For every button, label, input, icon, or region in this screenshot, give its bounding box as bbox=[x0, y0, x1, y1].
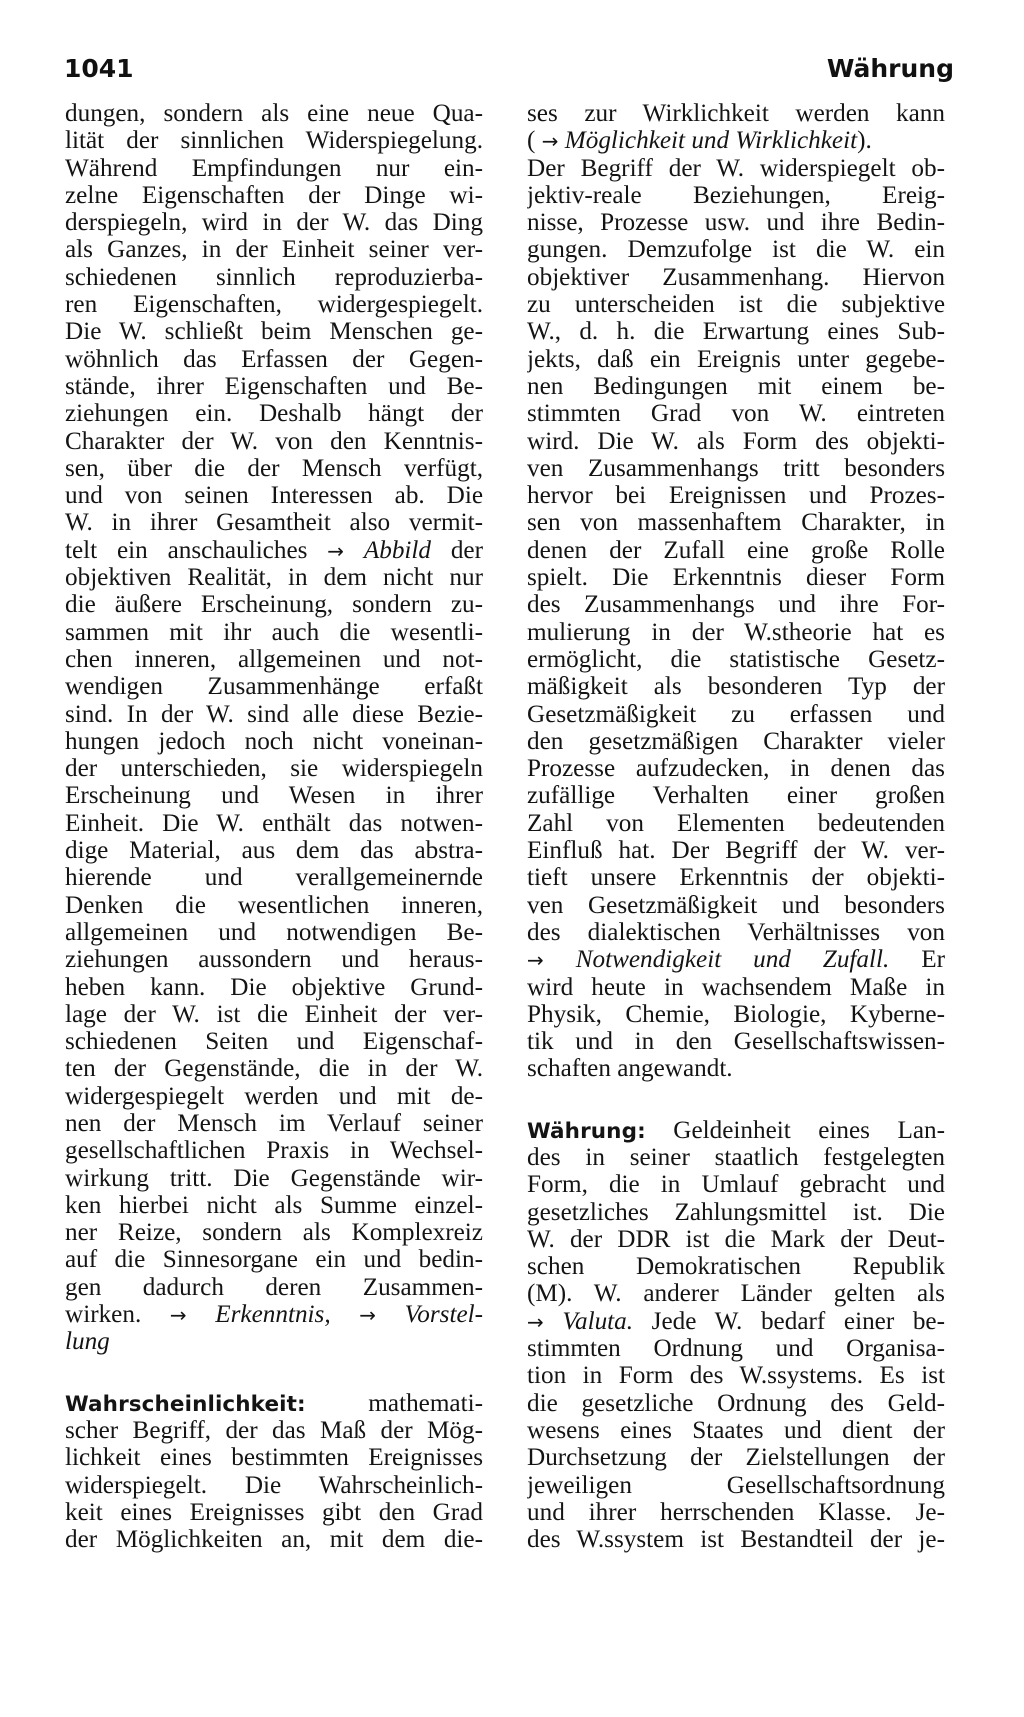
line-text: die äußere Erscheinung, sondern zu- bbox=[65, 591, 483, 619]
text-line bbox=[65, 209, 483, 236]
line-text: Physik, Chemie, Biologie, Kyberne- bbox=[527, 1000, 945, 1028]
text-line bbox=[527, 1117, 945, 1144]
line-text: ziehungen ein. Deshalb hängt der bbox=[65, 400, 483, 428]
text-line bbox=[527, 1253, 945, 1280]
text-line bbox=[65, 373, 483, 400]
line-text: der bbox=[431, 536, 483, 564]
cross-reference-term: Erkenntnis, bbox=[215, 1301, 331, 1329]
text-line bbox=[65, 892, 483, 919]
line-text: gesellschaftlichen Praxis in Wechsel- bbox=[65, 1137, 483, 1165]
text-line bbox=[65, 619, 483, 646]
text-line bbox=[65, 1274, 483, 1301]
line-text: Er bbox=[889, 946, 945, 974]
cross-reference-term: Valuta. bbox=[562, 1307, 634, 1335]
text-line bbox=[527, 1226, 945, 1253]
text-line bbox=[65, 810, 483, 837]
line-text: hungen jedoch noch nicht voneinan- bbox=[65, 727, 483, 755]
text-line bbox=[65, 100, 483, 127]
line-text: Einheit. Die W. enthält das notwen- bbox=[65, 809, 483, 837]
text-line bbox=[527, 837, 945, 864]
line-text: sammen mit ihr auch die wesentli- bbox=[65, 618, 483, 646]
line-text: wesens eines Staates und dient der bbox=[527, 1416, 945, 1444]
entry-separator bbox=[65, 1356, 483, 1390]
text-line bbox=[527, 892, 945, 919]
line-text: ses zur Wirklichkeit werden kann bbox=[527, 100, 945, 127]
text-line bbox=[65, 1444, 483, 1471]
text-line bbox=[527, 264, 945, 291]
text-line bbox=[65, 837, 483, 864]
text-line bbox=[527, 127, 945, 154]
text-line bbox=[65, 182, 483, 209]
line-text: und von seinen Interessen ab. Die bbox=[65, 482, 483, 510]
line-text: ven Gesetzmäßigkeit und besonders bbox=[527, 891, 945, 919]
line-text: mäßigkeit als besonderen Typ der bbox=[527, 673, 945, 701]
text-line bbox=[65, 1165, 483, 1192]
text-line bbox=[527, 346, 945, 373]
line-text: derspiegeln, wird in der W. das Ding bbox=[65, 209, 483, 237]
text-line bbox=[527, 537, 945, 564]
line-text: hervor bei Ereignissen und Prozes- bbox=[527, 482, 945, 510]
line-text: schiedenen sinnlich reproduzierba- bbox=[65, 263, 483, 291]
text-line bbox=[527, 1499, 945, 1526]
line-text: nen der Mensch im Verlauf seiner bbox=[65, 1109, 483, 1137]
text-line bbox=[65, 428, 483, 455]
text-line bbox=[527, 1362, 945, 1389]
line-text: wöhnlich das Erfassen der Gegen- bbox=[65, 345, 483, 373]
text-line bbox=[65, 919, 483, 946]
line-text: stimmten Grad von W. eintreten bbox=[527, 400, 945, 428]
line-text: schen Demokratischen Republik bbox=[527, 1253, 945, 1281]
line-text: tik und in den Gesellschaftswissen- bbox=[527, 1028, 945, 1056]
text-line bbox=[65, 482, 483, 509]
text-line bbox=[65, 1110, 483, 1137]
text-line bbox=[65, 1083, 483, 1110]
line-text: dungen, sondern als eine neue Qua- bbox=[65, 100, 483, 127]
text-line bbox=[65, 509, 483, 536]
text-line bbox=[527, 509, 945, 536]
line-text: nisse, Prozesse usw. und ihre Bedin- bbox=[527, 209, 945, 237]
cross-reference-arrow-icon: → bbox=[327, 538, 345, 563]
text-line bbox=[65, 236, 483, 263]
text-line bbox=[65, 537, 483, 564]
text-line bbox=[65, 782, 483, 809]
text-line bbox=[65, 1192, 483, 1219]
text-line bbox=[527, 209, 945, 236]
text-line bbox=[65, 1390, 483, 1417]
line-text: wendigen Zusammenhänge erfaßt bbox=[65, 673, 483, 701]
line-text: zelne Eigenschaften der Dinge wi- bbox=[65, 181, 483, 209]
line-text: zu unterscheiden ist die subjektive bbox=[527, 291, 945, 319]
line-text: heben kann. Die objektive Grund- bbox=[65, 973, 483, 1001]
line-text: objektiven Realität, in dem nicht nur bbox=[65, 564, 483, 592]
cross-reference-term: lung bbox=[65, 1328, 110, 1356]
line-text: ziehungen aussondern und heraus- bbox=[65, 946, 483, 974]
line-text: Einfluß hat. Der Begriff der W. ver- bbox=[527, 837, 945, 865]
line-text: stände, ihrer Eigenschaften und Be- bbox=[65, 372, 483, 400]
line-text: der Möglichkeiten an, mit dem die- bbox=[65, 1526, 483, 1554]
line-text: allgemeinen und notwendigen Be- bbox=[65, 918, 483, 946]
line-text: gen dadurch deren Zusammen- bbox=[65, 1273, 483, 1301]
line-text: ( bbox=[527, 127, 536, 155]
cross-reference-arrow-icon: → bbox=[541, 129, 559, 154]
line-text: stimmten Ordnung und Organisa- bbox=[527, 1335, 945, 1363]
line-text: hierende und verallgemeinernde bbox=[65, 864, 483, 892]
line-text: der unterschieden, sie widerspiegeln bbox=[65, 755, 483, 783]
text-line bbox=[527, 864, 945, 891]
text-line bbox=[527, 1390, 945, 1417]
text-line bbox=[527, 291, 945, 318]
line-text: wirkung tritt. Die Gegenstände wir- bbox=[65, 1164, 483, 1192]
text-line bbox=[527, 974, 945, 1001]
text-line bbox=[65, 1472, 483, 1499]
text-line bbox=[527, 619, 945, 646]
text-line bbox=[65, 646, 483, 673]
line-text: die gesetzliche Ordnung des Geld- bbox=[527, 1389, 945, 1417]
line-text: den gesetzmäßigen Charakter vieler bbox=[527, 727, 945, 755]
text-line bbox=[527, 1144, 945, 1171]
cross-reference-arrow-icon: → bbox=[169, 1303, 187, 1328]
text-line bbox=[527, 946, 945, 973]
text-line bbox=[65, 864, 483, 891]
line-text: W. in ihrer Gesamtheit also vermit- bbox=[65, 509, 483, 537]
line-text: widerspiegelt. Die Wahrscheinlich- bbox=[65, 1471, 483, 1499]
line-text: Durchsetzung der Zielstellungen der bbox=[527, 1444, 945, 1472]
line-text: wird heute in wachsendem Maße in bbox=[527, 973, 945, 1001]
line-text: mulierung in der W.stheorie hat es bbox=[527, 618, 945, 646]
text-line bbox=[527, 1472, 945, 1499]
text-line bbox=[527, 155, 945, 182]
page-number: 1041 bbox=[64, 54, 134, 83]
line-text: Der Begriff der W. widerspiegelt ob- bbox=[527, 154, 945, 182]
text-line bbox=[527, 373, 945, 400]
text-line bbox=[527, 701, 945, 728]
text-line bbox=[527, 455, 945, 482]
line-text: des dialektischen Verhältnisses von bbox=[527, 918, 945, 946]
line-text: wirken. bbox=[65, 1301, 142, 1329]
line-text: spielt. Die Erkenntnis dieser Form bbox=[527, 564, 945, 592]
entry-headword: Währung: bbox=[527, 1118, 646, 1144]
entry-separator bbox=[527, 1083, 945, 1117]
text-line bbox=[527, 919, 945, 946]
line-text: Zahl von Elementen bedeutenden bbox=[527, 809, 945, 837]
text-line bbox=[527, 1028, 945, 1055]
line-text: Prozesse aufzudecken, in denen das bbox=[527, 755, 945, 783]
line-text: scher Begriff, der das Maß der Mög- bbox=[65, 1416, 483, 1444]
line-text: gungen. Demzufolge ist die W. ein bbox=[527, 236, 945, 264]
text-line bbox=[65, 1028, 483, 1055]
text-line bbox=[527, 564, 945, 591]
line-text: ken hierbei nicht als Summe einzel- bbox=[65, 1191, 483, 1219]
text-line bbox=[65, 455, 483, 482]
text-line bbox=[65, 728, 483, 755]
right-text-column bbox=[527, 100, 945, 1553]
line-text: zufällige Verhalten einer großen bbox=[527, 782, 945, 810]
text-line bbox=[527, 646, 945, 673]
text-line bbox=[527, 182, 945, 209]
text-line bbox=[65, 1499, 483, 1526]
line-text: chen inneren, allgemeinen und not- bbox=[65, 645, 483, 673]
text-line bbox=[65, 1526, 483, 1553]
line-text: lität der sinnlichen Widerspiegelung. bbox=[65, 127, 483, 155]
line-text: objektiver Zusammenhang. Hiervon bbox=[527, 263, 945, 291]
text-line bbox=[65, 1219, 483, 1246]
line-text: Erscheinung und Wesen in ihrer bbox=[65, 782, 483, 810]
text-line bbox=[527, 1280, 945, 1307]
line-text: als Ganzes, in der Einheit seiner ver- bbox=[65, 236, 483, 264]
text-line bbox=[527, 1055, 945, 1082]
line-text: Charakter der W. von den Kenntnis- bbox=[65, 427, 483, 455]
text-line bbox=[65, 155, 483, 182]
running-title: Währung bbox=[826, 54, 954, 83]
line-text: sen von massenhaftem Charakter, in bbox=[527, 509, 945, 537]
text-line bbox=[527, 318, 945, 345]
line-text: Geldeinheit eines Lan- bbox=[645, 1116, 945, 1144]
line-text: Die W. schließt beim Menschen ge- bbox=[65, 318, 483, 346]
line-text: W., d. h. die Erwartung eines Sub- bbox=[527, 318, 945, 346]
line-text: Während Empfindungen nur ein- bbox=[65, 154, 483, 182]
line-text: ten der Gegenstände, die in der W. bbox=[65, 1055, 483, 1083]
line-text: dige Material, aus dem das abstra- bbox=[65, 837, 483, 865]
text-line bbox=[527, 591, 945, 618]
line-text: ner Reize, sondern als Komplexreiz bbox=[65, 1219, 483, 1247]
text-line bbox=[527, 1526, 945, 1553]
line-text: Form, die in Umlauf gebracht und bbox=[527, 1171, 945, 1199]
line-text: tieft unsere Erkenntnis der objekti- bbox=[527, 864, 945, 892]
text-line bbox=[527, 100, 945, 127]
line-text: schiedenen Seiten und Eigenschaf- bbox=[65, 1028, 483, 1056]
line-text: gesetzliches Zahlungsmittel ist. Die bbox=[527, 1198, 945, 1226]
line-text: schaften angewandt. bbox=[527, 1055, 733, 1083]
line-text: jektiv-reale Beziehungen, Ereig- bbox=[527, 181, 945, 209]
text-line bbox=[65, 701, 483, 728]
cross-reference-arrow-icon: → bbox=[527, 1309, 544, 1334]
text-line bbox=[527, 1171, 945, 1198]
cross-reference-term: Möglichkeit und Wirklichkeit bbox=[564, 127, 858, 155]
text-line bbox=[65, 1301, 483, 1328]
cross-reference-term: Abbild bbox=[363, 536, 432, 564]
left-text-column bbox=[65, 100, 483, 1553]
text-line bbox=[527, 1417, 945, 1444]
text-line bbox=[527, 1444, 945, 1471]
line-text: ren Eigenschaften, widergespiegelt. bbox=[65, 291, 483, 319]
text-line bbox=[65, 591, 483, 618]
text-line bbox=[65, 673, 483, 700]
line-text: Denken die wesentlichen inneren, bbox=[65, 891, 483, 919]
text-line bbox=[65, 264, 483, 291]
entry-headword: Wahrscheinlichkeit: bbox=[65, 1391, 306, 1417]
text-line bbox=[65, 127, 483, 154]
line-text: lichkeit eines bestimmten Ereignisses bbox=[65, 1444, 483, 1472]
text-line bbox=[527, 673, 945, 700]
line-text: jekts, daß ein Ereignis unter gegebe- bbox=[527, 345, 945, 373]
text-line bbox=[65, 318, 483, 345]
text-line bbox=[65, 1055, 483, 1082]
cross-reference-term: Notwendigkeit und Zufall. bbox=[575, 946, 890, 974]
line-text: wird. Die W. als Form des objekti- bbox=[527, 427, 945, 455]
text-line bbox=[65, 946, 483, 973]
text-line bbox=[65, 755, 483, 782]
text-line bbox=[527, 482, 945, 509]
line-text: des in seiner staatlich festgelegten bbox=[527, 1143, 945, 1171]
text-line bbox=[527, 782, 945, 809]
text-line bbox=[65, 1001, 483, 1028]
line-text: sind. In der W. sind alle diese Bezie- bbox=[65, 700, 483, 728]
text-line bbox=[65, 974, 483, 1001]
text-line bbox=[527, 1001, 945, 1028]
line-text: sen, über die der Mensch verfügt, bbox=[65, 454, 483, 482]
text-line bbox=[527, 755, 945, 782]
text-line bbox=[65, 291, 483, 318]
line-text: Gesetzmäßigkeit zu erfassen und bbox=[527, 700, 945, 728]
text-line bbox=[527, 810, 945, 837]
text-line bbox=[527, 728, 945, 755]
text-line bbox=[65, 346, 483, 373]
line-text: Jede W. bedarf einer be- bbox=[633, 1307, 945, 1335]
text-line bbox=[527, 1335, 945, 1362]
line-text: nen Bedingungen mit einem be- bbox=[527, 372, 945, 400]
line-text: des W.ssystem ist Bestandteil der je- bbox=[527, 1526, 945, 1554]
text-line bbox=[65, 1137, 483, 1164]
cross-reference-term: Vorstel- bbox=[404, 1301, 483, 1329]
line-text: ven Zusammenhangs tritt besonders bbox=[527, 454, 945, 482]
line-text: und ihrer herrschenden Klasse. Je- bbox=[527, 1498, 945, 1526]
cross-reference-arrow-icon: → bbox=[527, 948, 544, 973]
text-line bbox=[527, 428, 945, 455]
line-text: ). bbox=[857, 127, 872, 155]
line-text: lage der W. ist die Einheit der ver- bbox=[65, 1000, 483, 1028]
line-text: keit eines Ereignisses gibt den Grad bbox=[65, 1498, 483, 1526]
text-line bbox=[65, 564, 483, 591]
line-text: widergespiegelt werden und mit de- bbox=[65, 1082, 483, 1110]
text-line bbox=[527, 236, 945, 263]
line-text: telt ein anschauliches bbox=[65, 536, 308, 564]
line-text: (M). W. anderer Länder gelten als bbox=[527, 1280, 945, 1308]
text-line bbox=[65, 400, 483, 427]
line-text: tion in Form des W.ssystems. Es ist bbox=[527, 1362, 945, 1390]
line-text: denen der Zufall eine große Rolle bbox=[527, 536, 945, 564]
text-line bbox=[527, 400, 945, 427]
cross-reference-arrow-icon: → bbox=[359, 1303, 377, 1328]
text-line bbox=[65, 1328, 483, 1355]
line-text: des Zusammenhangs und ihre For- bbox=[527, 591, 945, 619]
line-text: W. der DDR ist die Mark der Deut- bbox=[527, 1225, 945, 1253]
text-line bbox=[65, 1246, 483, 1273]
line-text: mathemati- bbox=[305, 1389, 483, 1417]
line-text: auf die Sinnesorgane ein und bedin- bbox=[65, 1246, 483, 1274]
text-line bbox=[65, 1417, 483, 1444]
text-line bbox=[527, 1308, 945, 1335]
line-text: jeweiligen Gesellschaftsordnung bbox=[527, 1471, 945, 1499]
line-text: ermöglicht, die statistische Gesetz- bbox=[527, 645, 945, 673]
text-line bbox=[527, 1199, 945, 1226]
